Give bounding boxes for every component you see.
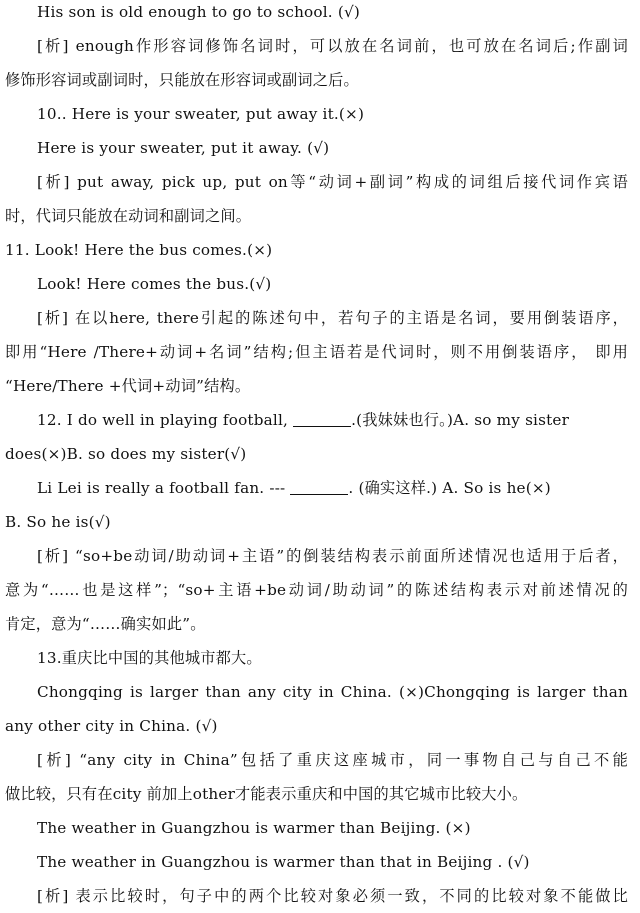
example-line: 13.重庆比中国的其他城市都大。 — [37, 649, 262, 667]
exercise-line — [0, 471, 632, 505]
explanation-line: [析] “so+be动词/助动词+主语”的倒装结构表示前面所述情况也适用于后者， — [37, 547, 628, 565]
example-line: 10.. Here is your sweater, put away it.(×) — [37, 105, 365, 123]
explanation-line: [析] 表示比较时，句子中的两个比较对象必须一致，不同的比较对象不能做比 — [37, 887, 628, 905]
answer-blank — [290, 480, 348, 495]
explanation-line: 做比较，只有在city 前加上other才能表示重庆和中国的其它城市比较大小。 — [5, 785, 528, 803]
exercise-text: .(我妹妹也行。)A. so my sister — [351, 411, 570, 429]
example-line: The weather in Guangzhou is warmer than Beijing. (×) — [37, 819, 471, 837]
answer-blank — [293, 412, 351, 427]
exercise-text: . (确实这样.) A. So is he(×) — [348, 479, 551, 497]
explanation-line: [析] “any city in China”包括了重庆这座城市，同一事物自己与自己不能 — [37, 751, 628, 769]
example-line: does(×)B. so does my sister(√) — [5, 445, 247, 463]
example-line: 11. Look! Here the bus comes.(×) — [5, 241, 273, 259]
example-line: Here is your sweater, put it away. (√) — [37, 139, 330, 157]
explanation-line: 意为“……也是这样”；“so+主语+be动词/助动词”的陈述结构表示对前述情况的 — [5, 581, 628, 599]
explanation-line: 即用“Here /There+动词+名词”结构;但主语若是代词时，则不用倒装语序， 即用 — [5, 343, 628, 361]
explanation-line: [析] put away, pick up, put on等“动词+副词”构成的词组后接代词作宾语 — [37, 173, 628, 191]
example-line: The weather in Guangzhou is warmer than that in Beijing . (√) — [37, 853, 530, 871]
explanation-line: [析] enough作形容词修饰名词时，可以放在名词前，也可放在名词后;作副词 — [37, 37, 628, 55]
exercise-line — [0, 403, 632, 437]
example-line: His son is old enough to go to school. (√) — [37, 3, 360, 21]
explanation-line: 时，代词只能放在动词和副词之间。 — [5, 207, 252, 225]
explanation-line: “Here/There +代词+动词”结构。 — [5, 377, 251, 395]
explanation-line: 肯定，意为“……确实如此”。 — [5, 615, 206, 633]
example-line: Look! Here comes the bus.(√) — [37, 275, 272, 293]
example-line: B. So he is(√) — [5, 513, 111, 531]
exercise-text: Li Lei is really a football fan. --- — [37, 479, 291, 497]
example-line: Chongqing is larger than any city in China. (×)Chongqing is larger than — [37, 683, 628, 701]
explanation-line: 修饰形容词或副词时，只能放在形容词或副词之后。 — [5, 71, 359, 89]
explanation-line: [析] 在以here, there引起的陈述句中，若句子的主语是名词，要用倒装语序， — [37, 309, 628, 327]
exercise-text: 12. I do well in playing football, — [37, 411, 294, 429]
example-line: any other city in China. (√) — [5, 717, 218, 735]
